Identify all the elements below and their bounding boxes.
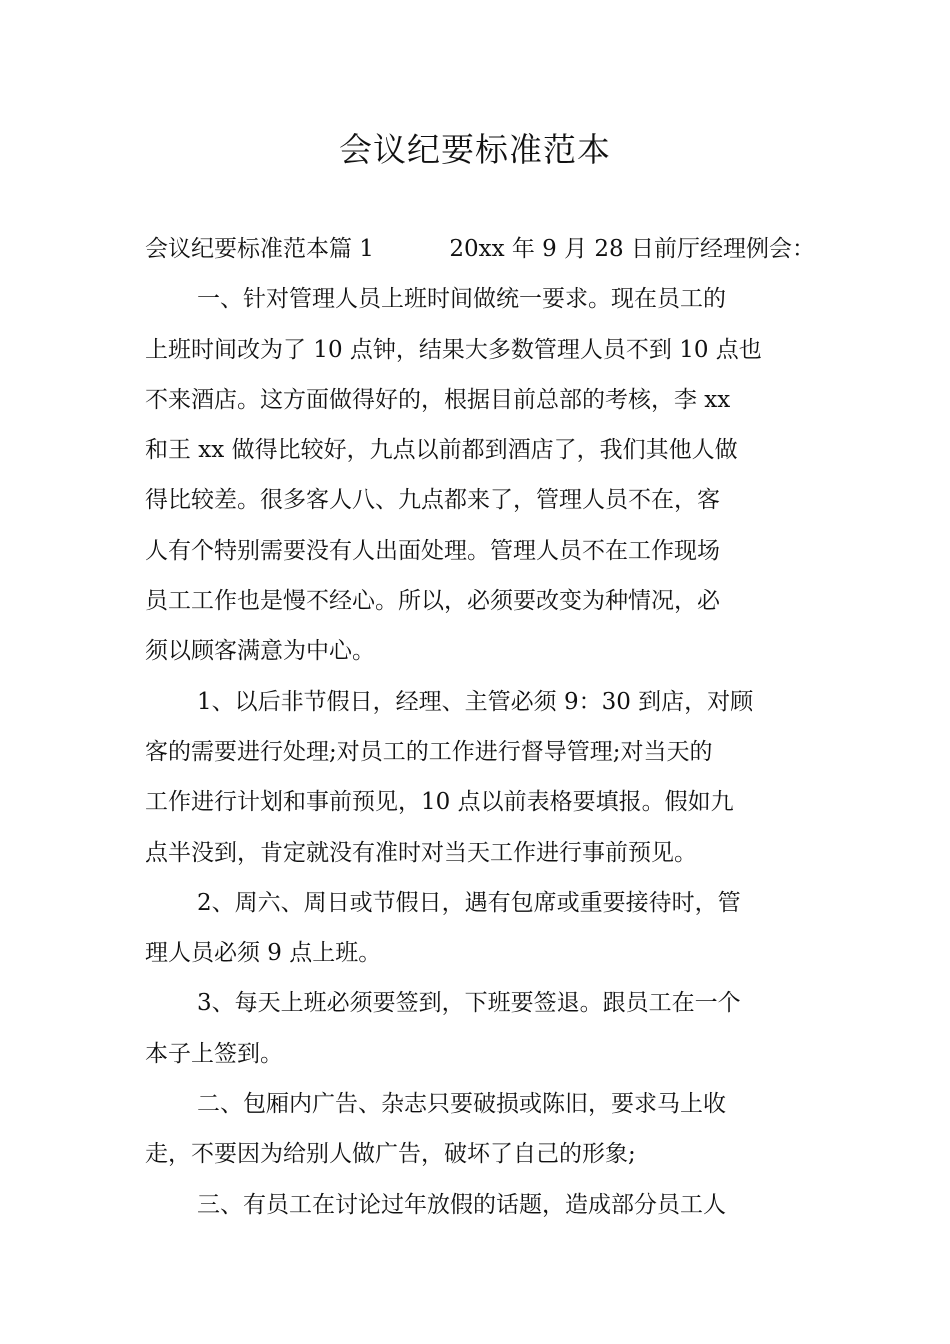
paragraph-line: 走，不要因为给别人做广告，破坏了自己的形象;: [145, 1141, 636, 1168]
paragraph-line: 上班时间改为了 10 点钟，结果大多数管理人员不到 10 点也: [145, 336, 762, 363]
paragraph-line: 三、有员工在讨论过年放假的话题，造成部分员工人: [197, 1191, 726, 1218]
paragraph-line: 理人员必须 9 点上班。: [145, 940, 382, 967]
paragraph-line: 3、每天上班必须要签到，下班要签退。跟员工在一个: [197, 990, 741, 1017]
paragraph-line: 得比较差。很多客人八、九点都来了，管理人员不在，客: [145, 487, 720, 514]
document-body: [145, 224, 815, 1230]
paragraph-line: 和王 xx 做得比较好，九点以前都到酒店了，我们其他人做: [145, 437, 738, 464]
paragraph-line: 本子上签到。: [145, 1040, 283, 1067]
paragraph-line: 2、周六、周日或节假日，遇有包席或重要接待时，管: [197, 889, 741, 916]
paragraph-line: 人有个特别需要没有人出面处理。管理人员不在工作现场: [145, 537, 720, 564]
lead-left-text: 会议纪要标准范本篇 1: [145, 236, 374, 262]
paragraph-line: 客的需要进行处理;对员工的工作进行督导管理;对当天的: [145, 738, 713, 765]
lead-line: [145, 224, 815, 274]
paragraph-line: 二、包厢内广告、杂志只要破损或陈旧，要求马上收: [197, 1091, 726, 1118]
paragraph-line: 工作进行计划和事前预见，10 点以前表格要填报。假如九: [145, 789, 734, 816]
document-title: 会议纪要标准范本: [339, 130, 611, 169]
paragraph-line: 须以顾客满意为中心。: [145, 638, 375, 665]
paragraph-line: 一、针对管理人员上班时间做统一要求。现在员工的: [197, 286, 726, 313]
paragraph-line: 员工工作也是慢不经心。所以，必须要改变为种情况，必: [145, 588, 720, 615]
paragraph-line: 不来酒店。这方面做得好的，根据目前总部的考核，李 xx: [145, 386, 731, 413]
paragraph-line: 1、以后非节假日，经理、主管必须 9：30 到店，对顾: [197, 688, 754, 715]
lead-right-text: 20xx 年 9 月 28 日前厅经理例会：: [449, 236, 815, 262]
paragraph-line: 点半没到，肯定就没有准时对当天工作进行事前预见。: [145, 839, 697, 866]
